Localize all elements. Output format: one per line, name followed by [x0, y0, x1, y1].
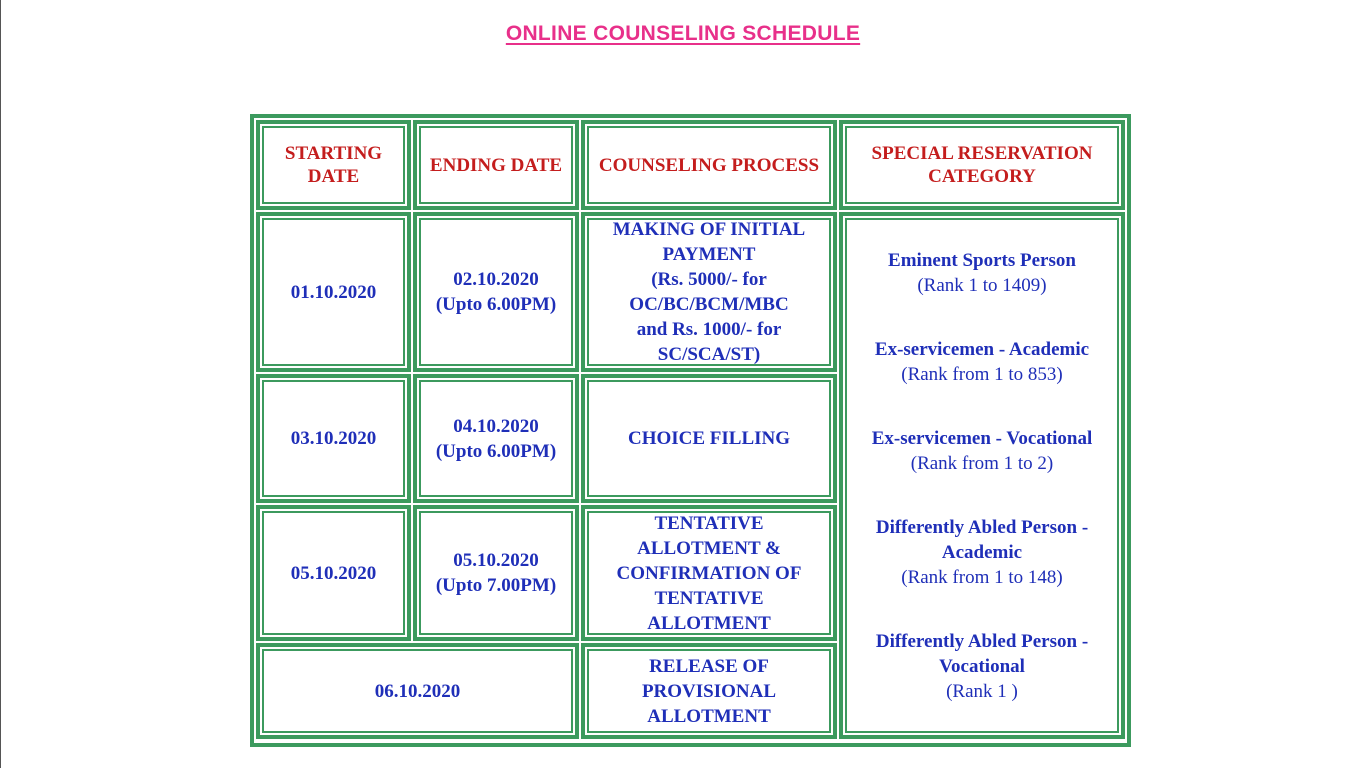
reservation-item: Ex-servicemen - Vocational (Rank from 1 to 2) [871, 427, 1093, 474]
row2-start-date: 03.10.2020 [256, 374, 411, 503]
row1-start-date: 01.10.2020 [256, 212, 411, 372]
row2-process: CHOICE FILLING [581, 374, 837, 503]
row1-process: MAKING OF INITIAL PAYMENT (Rs. 5000/- for OC/BC/BCM/MBC and Rs. 1000/- for SC/SCA/ST) [581, 212, 837, 372]
schedule-table [250, 114, 1131, 747]
header-counseling-process: COUNSELING PROCESS [581, 120, 837, 210]
row3-start-date: 05.10.2020 [256, 505, 411, 641]
row2-end-date: 04.10.2020 (Upto 6.00PM) [413, 374, 579, 503]
page-title: ONLINE COUNSELING SCHEDULE [505, 22, 861, 45]
header-special-reservation: SPECIAL RESERVATION CATEGORY [839, 120, 1125, 210]
reservation-item: Ex-servicemen - Academic (Rank from 1 to 853) [874, 338, 1090, 385]
reservation-item: Differently Abled Person - Vocational (Rank 1 ) [875, 630, 1089, 702]
row4-date: 06.10.2020 [256, 643, 579, 739]
row1-end-date: 02.10.2020 (Upto 6.00PM) [413, 212, 579, 372]
special-reservation-cell [839, 212, 1125, 739]
header-starting-date: STARTING DATE [256, 120, 411, 210]
row3-process: TENTATIVE ALLOTMENT & CONFIRMATION OF TENTATIVE ALLOTMENT [581, 505, 837, 641]
row4-process: RELEASE OF PROVISIONAL ALLOTMENT [581, 643, 837, 739]
header-ending-date: ENDING DATE [413, 120, 579, 210]
row3-end-date: 05.10.2020 (Upto 7.00PM) [413, 505, 579, 641]
reservation-item: Eminent Sports Person (Rank 1 to 1409) [888, 249, 1076, 296]
reservation-item: Differently Abled Person - Academic (Rank from 1 to 148) [875, 516, 1089, 588]
window-left-edge [0, 0, 1, 768]
